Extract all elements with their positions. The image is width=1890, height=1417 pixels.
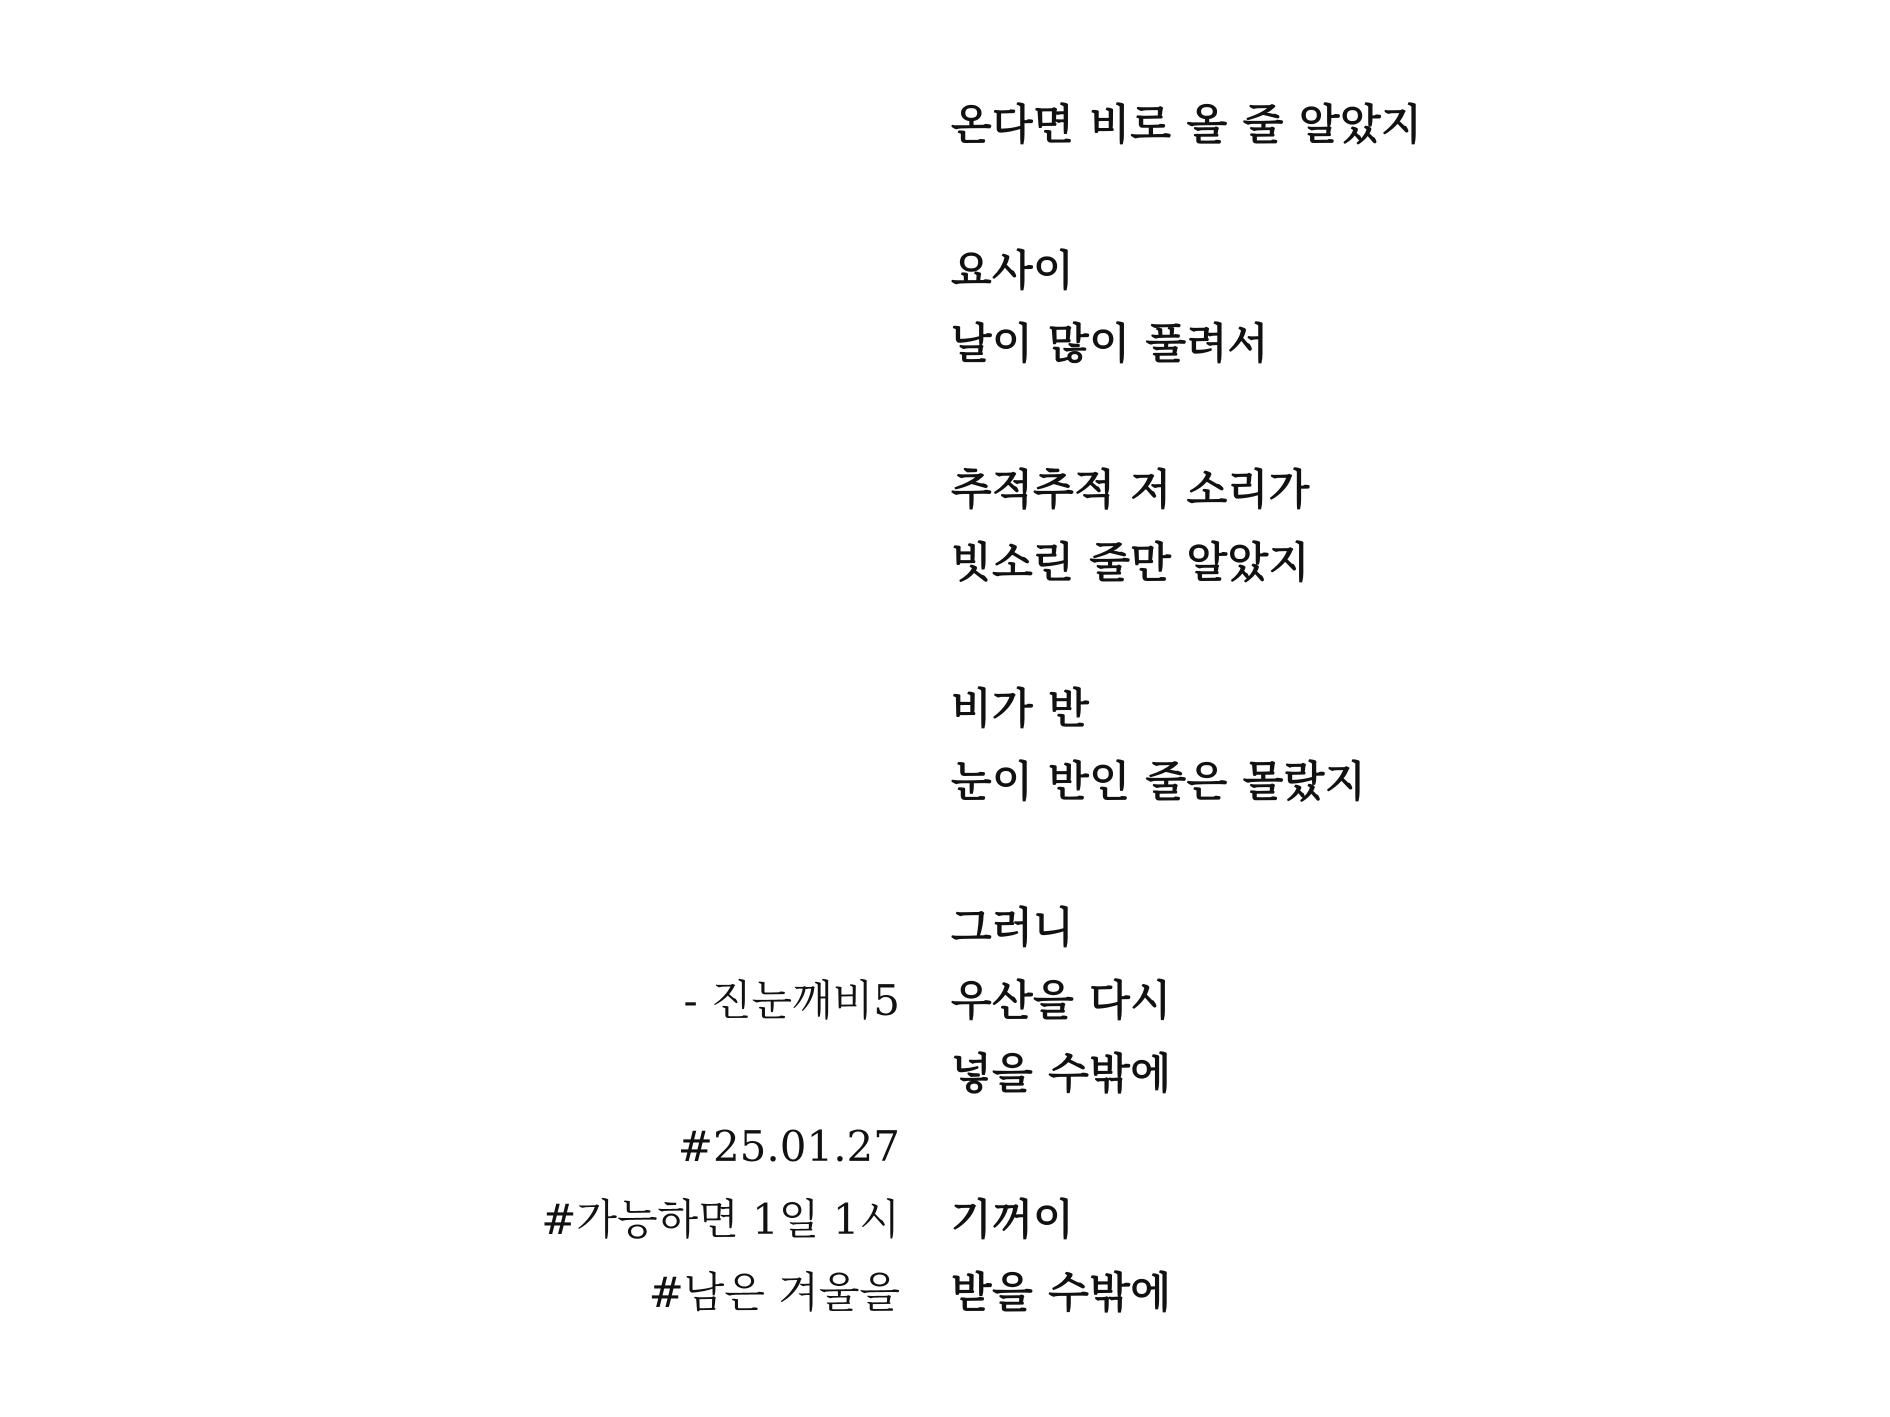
- daily-hashtag: #가능하면 1일 1시: [541, 1195, 900, 1244]
- poem-line: 온다면 비로 올 줄 알았지: [951, 100, 1423, 149]
- poem-line: 추적추적 저 소리가: [951, 465, 1310, 514]
- date-hashtag: #25.01.27: [677, 1122, 900, 1171]
- poem-line: 요사이: [951, 246, 1075, 295]
- poem-line: 빗소린 줄만 알았지: [951, 538, 1310, 587]
- poem-line: 넣을 수밖에: [951, 1049, 1172, 1098]
- poem-line: 비가 반: [951, 684, 1090, 733]
- poem-line: 받을 수밖에: [951, 1268, 1172, 1317]
- poem-line: 눈이 반인 줄은 몰랐지: [951, 757, 1367, 806]
- winter-hashtag: #남은 겨울을: [648, 1268, 900, 1317]
- poem-line: 그러니: [951, 903, 1075, 952]
- author-signature: - 진눈깨비5: [683, 976, 900, 1025]
- poem-line: 우산을 다시: [951, 976, 1172, 1025]
- poem-line: 기꺼이: [951, 1195, 1075, 1244]
- poem-line: 날이 많이 풀려서: [951, 319, 1269, 368]
